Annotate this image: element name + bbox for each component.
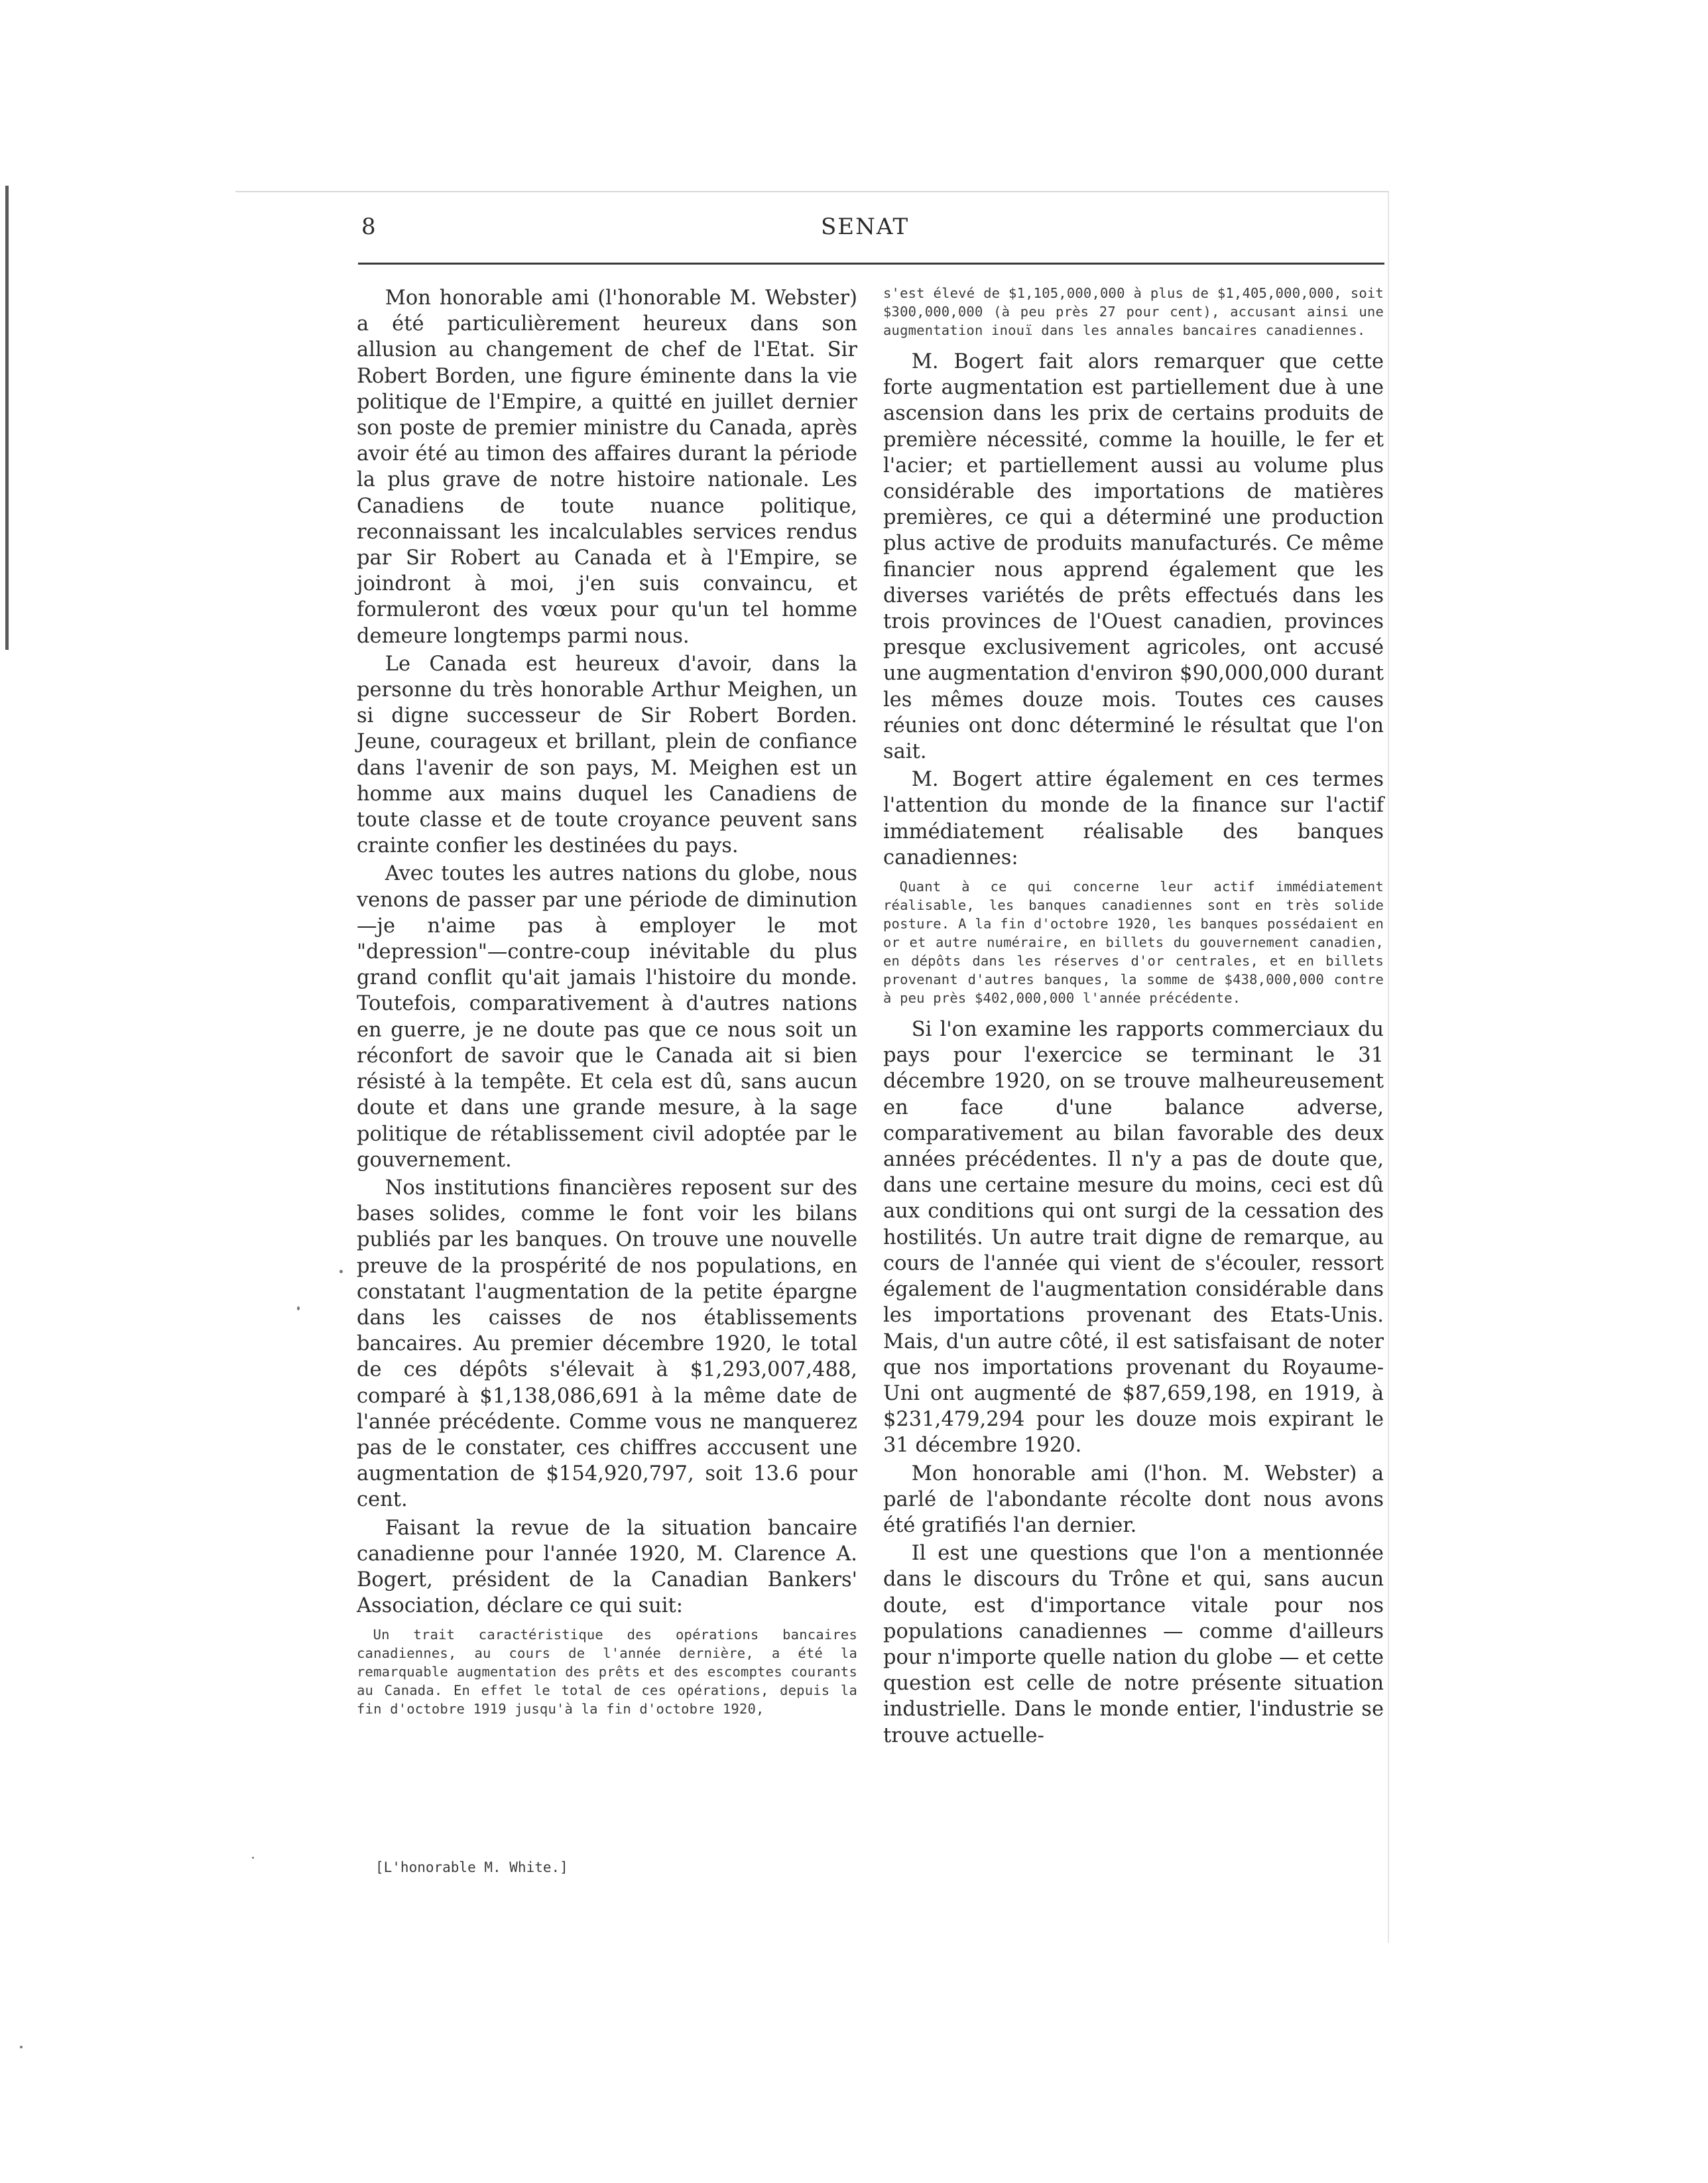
paragraph: Mon honorable ami (l'honorable M. Webster) a été particulièrement heureux dans son allusion au changement de chef de l'Etat. Sir Robert Borden, une figure éminente dans la vie politique de l'Empire, a quitté en juillet dernier son poste de premier ministre du Canada, après avoir été au timon des affaires durant la période la plus grave de notre histoire nationale. Les Canadiens de toute nuance politique, reconnaissant les incalculables services rendus par Sir Robert au Canada et à l'Empire, se joindront à moi, j'en suis convaincu, et formuleront des vœux pour qu'un tel homme demeure longtemps parmi nous.: [357, 286, 857, 648]
paragraph: Mon honorable ami (l'hon. M. Webster) a parlé de l'abondante récolte dont nous avons été gratifiés l'an dernier.: [883, 1462, 1384, 1537]
paragraph: Avec toutes les autres nations du globe, nous venons de passer par une période de diminution—je n'aime pas à employer le mot "depression"—contre-coup inévitable du plus grand conflit qu'ait jamais l'histoire du monde. Toutefois, comparativement à d'autres nations en guerre, je ne doute pas que ce nous soit un réconfort de savoir que le Canada ait si bien résisté à la tempête. Et cela est dû, sans aucun doute et dans une grande mesure, à la sage politique de rétablissement civil adoptée par le gouvernement.: [357, 862, 857, 1172]
block-quote: Un trait caractéristique des opérations bancaires canadiennes, au cours de l'année dernière, a été la remarquable augmentation des prêts et des escomptes courants au Canada. En effet le total de ces opérations, depuis la fin d'octobre 1919 jusqu'à la fin d'octobre 1920,: [357, 1627, 857, 1717]
paragraph: Nos institutions financières reposent sur des bases solides, comme le font voir les bilans publiés par les banques. On trouve une nouvelle preuve de la prospérité de nos populations, en constatant l'augmentation de la petite épargne dans les caisses de nos établissements bancaires. Au premier décembre 1920, le total de ces dépôts s'élevait à $1,293,007,488, comparé à $1,138,086,691 à la même date de l'année précédente. Comme vous ne manquerez pas de le constater, ces chiffres acccusent une augmentation de $154,920,797, soit 13.6 pour cent.: [357, 1176, 857, 1512]
scan-edge-mark: [5, 186, 9, 650]
paragraph: Le Canada est heureux d'avoir, dans la personne du très honorable Arthur Meighen, un si digne successeur de Sir Robert Borden. Jeune, courageux et brillant, plein de confiance dans l'avenir de son pays, M. Meighen est un homme aux mains duquel les Canadiens de toute classe et de toute croyance peuvent sans crainte confier les destinées du pays.: [357, 652, 857, 858]
scan-speck: [297, 1306, 300, 1310]
scan-speck: [339, 1270, 343, 1273]
speaker-attribution: [L'honorable M. White.]: [375, 1859, 568, 1875]
right-column: [883, 284, 1384, 1751]
scan-speck: [20, 2046, 23, 2048]
scan-speck: [252, 1857, 254, 1859]
paragraph: Faisant la revue de la situation bancaire canadienne pour l'année 1920, M. Clarence A. Bogert, président de la Canadian Bankers' Association, déclare ce qui suit:: [357, 1516, 857, 1618]
running-head: SENAT: [821, 214, 910, 240]
header-rule: [358, 263, 1384, 265]
block-quote-continued: s'est élevé de $1,105,000,000 à plus de $1,405,000,000, soit $300,000,000 (à peu près 27 pour cent), accusant ainsi une augmentation inouï dans les annales bancaires canadiennes.: [883, 285, 1384, 338]
page-number: 8: [361, 214, 377, 240]
paragraph: M. Bogert fait alors remarquer que cette forte augmentation est partiellement due à une ascension dans les prix de certains produits de première nécessité, comme la houille, le fer et l'acier; et partiellement aussi au volume plus considérable des importations de matières premières, ce qui a déterminé une production plus active de produits manufacturés. Ce même financier nous apprend également que les diverses variétés de prêts effectués dans les trois provinces de l'Ouest canadien, provinces presque exclusivement agricoles, ont accusé une augmentation d'environ $90,000,000 durant les mêmes douze mois. Toutes ces causes réunies ont donc déterminé le résultat que l'on sait.: [883, 350, 1384, 764]
left-column: [357, 285, 857, 1727]
block-quote: Quant à ce qui concerne leur actif immédiatement réalisable, les banques canadiennes sont en très solide posture. A la fin d'octobre 1920, les banques possédaient en or et autre numéraire, en billets du gouvernement canadien, en dépôts dans les réserves d'or centrales, et en billets provenant d'autres banques, la somme de $438,000,000 contre à peu près $402,000,000 l'année précédente.: [883, 879, 1384, 1007]
paragraph: Il est une questions que l'on a mentionnée dans le discours du Trône et qui, sans aucun doute, est d'importance vitale pour nos populations canadiennes — comme d'ailleurs pour n'importe quelle nation du globe — et cette question est celle de notre présente situation industrielle. Dans le monde entier, l'industrie se trouve actuelle-: [883, 1542, 1384, 1747]
paragraph: Si l'on examine les rapports commerciaux du pays pour l'exercice se terminant le 31 décembre 1920, on se trouve malheureusement en face d'une balance adverse, comparativement au bilan favorable des deux années précédentes. Il n'y a pas de doute que, dans une certaine mesure du moins, ceci est dû aux conditions qui ont surgi de la cessation des hostilités. Un autre trait digne de remarque, au cours de l'année qui vient de s'écouler, ressort également de l'augmentation considérable dans les importations provenant des Etats-Unis. Mais, d'un autre côté, il est satisfaisant de noter que nos importations provenant du Royaume-Uni ont augmenté de $87,659,198, en 1919, à $231,479,294 pour les douze mois expirant le 31 décembre 1920.: [883, 1018, 1384, 1458]
paragraph: M. Bogert attire également en ces termes l'attention du monde de la finance sur l'actif immédiatement réalisable des banques canadiennes:: [883, 768, 1384, 869]
